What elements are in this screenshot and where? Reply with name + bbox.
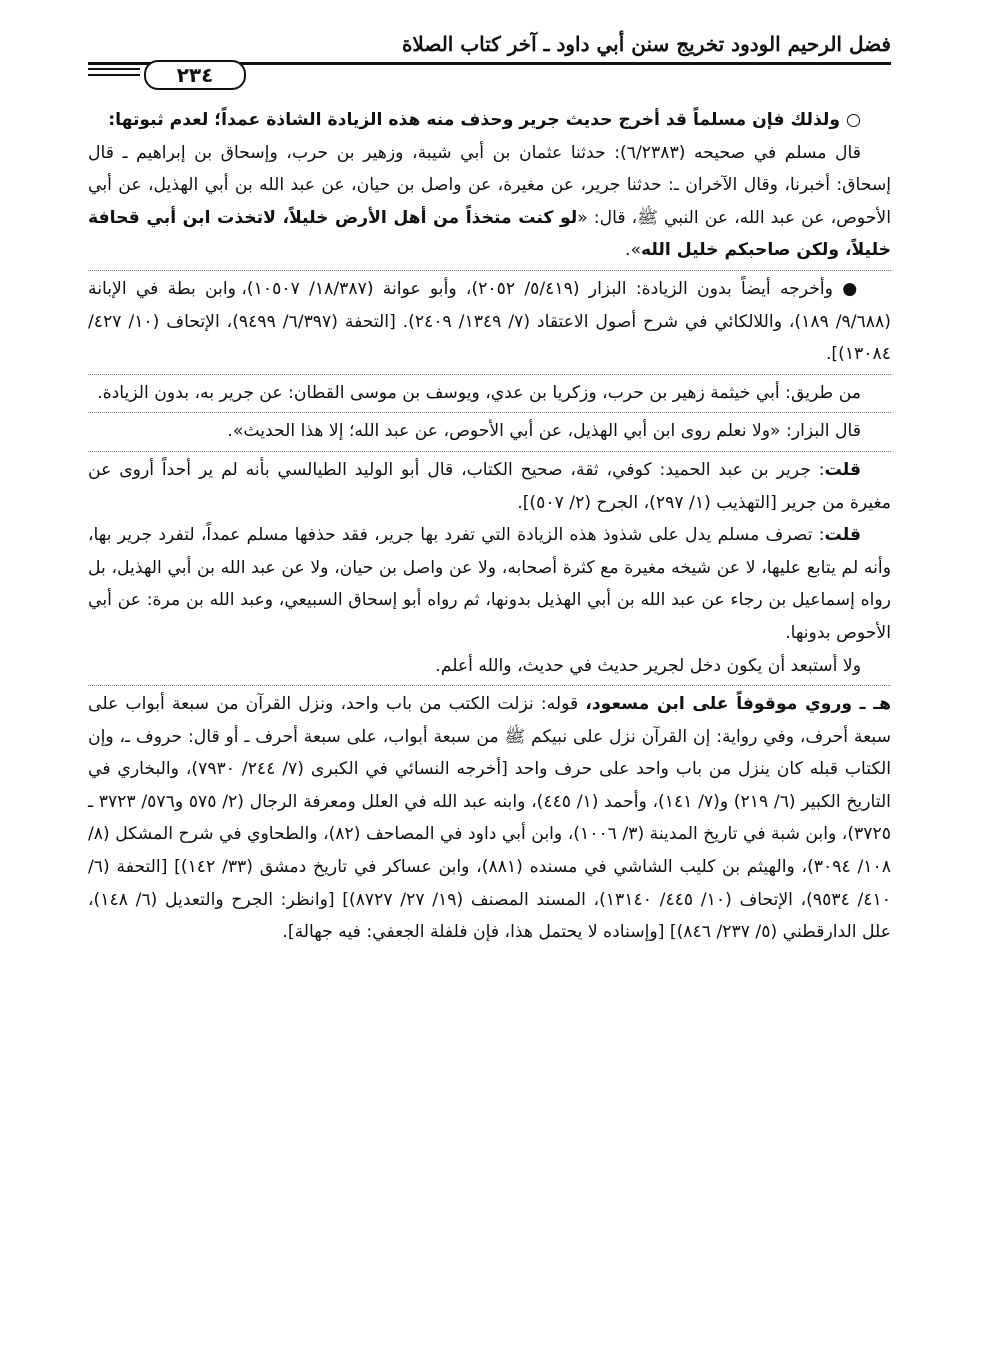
text-run: قوله: نزلت الكتب من باب واحد، ونزل القرآن من سبعة أبواب على سبعة أحرف، وفي رواية: إن القرآن نزل على نبيكم ﷺ من سبعة أبواب، على سبعة أحرف ـ أو قال: حروف ـ، وإن الكتاب قبله كان ينزل من باب واحد على حرف واحد [أخرجه النسائي في الكبرى (٧/ ٢٤٤/ ٧٩٣٠)، والبخاري في التاريخ الكبير (٦/ ٢١٩) و(٧/ ١٤١)، وأحمد (١/ ٤٤٥)، وابنه عبد الله في العلل ومعرفة الرجال (٢/ ٥٧٥ و٥٧٦/ ٣٧٢٣ ـ ٣٧٢٥)، وابن شبة في تاريخ المدينة (٣/ ١٠٠٦)، وابن أبي داود في المصاحف (٨٢)، والطحاوي في شرح المشكل (٨/ ١٠٨/ ٣٠٩٤)، والهيثم بن كليب الشاشي في مسنده (٨٨١)، وابن عساكر في تاريخ دمشق (٣٣/ ١٤٢)] [التحفة (٦/ ٤١٠/ ٩٥٣٤)، الإتحاف (١٠/ ٤٤٥/ ١٣١٤٠)، المسند المصنف (١٩/ ٢٧/ ٨٧٢٧)] [وانظر: الجرح والتعديل (٦/ ١٤٨)، علل الدارقطني (٥/ ٢٣٧/ ٨٤٦)] [وإسناده لا يحتمل هذا، فإن فلفلة الجعفي: فيه جهالة].	[88, 694, 891, 943]
paragraph	[88, 519, 891, 649]
text-run: ● وأخرجه أيضاً بدون الزيادة: البزار (٥/٤١٩/ ٢٠٥٢)، وأبو عوانة (١٨/٣٨٧/ ١٠٥٠٧)، وابن بطة في الإبانة (٩/٦٨٨/ ١٨٩)، واللالكائي في شرح أصول الاعتقاد (٧/ ١٣٤٩/ ٢٤٠٩). [التحفة (٦/٣٩٧/ ٩٤٩٩)، الإتحاف (١٠/ ٤٢٧/ ١٣٠٨٤)].	[88, 278, 891, 365]
bold-text-run: ○ ولذلك فإن مسلماً قد أخرج حديث جرير وحذف منه هذه الزيادة الشاذة عمداً؛ لعدم ثبوتها:	[108, 110, 861, 130]
text-run: قال البزار: «ولا نعلم روى ابن أبي الهذيل، عن أبي الأحوص، عن عبد الله؛ إلا هذا الحديث».	[227, 421, 861, 442]
text-run: ولا أستبعد أن يكون دخل لجرير حديث في حديث، والله أعلم.	[435, 655, 861, 676]
bold-text-run: قلت	[824, 525, 861, 546]
page-number: ٢٣٤	[144, 60, 246, 90]
bold-text-run: قلت	[824, 459, 861, 480]
paragraph	[88, 650, 891, 683]
paragraph	[88, 412, 891, 448]
running-header-title: فضل الرحيم الودود تخريج سنن أبي داود ـ آخر كتاب الصلاة	[401, 32, 891, 56]
page-body	[88, 104, 891, 949]
paragraph	[88, 374, 891, 410]
text-run: من طريق: أبي خيثمة زهير بن حرب، وزكريا بن عدي، ويوسف بن موسى القطان: عن جرير به، بدون الزيادة.	[97, 382, 861, 403]
text-run: ».	[624, 240, 641, 261]
text-run: : جرير بن عبد الحميد: كوفي، ثقة، صحيح الكتاب، قال أبو الوليد الطيالسي بأنه لم ير أحداً أروى عن مغيرة من جرير [التهذيب (١/ ٢٩٧)، الجرح (٢/ ٥٠٧)].	[88, 459, 891, 513]
paragraph	[88, 451, 891, 519]
paragraph	[88, 104, 891, 137]
text-run: قال مسلم في صحيحه (٦/٢٣٨٣): حدثنا عثمان بن أبي شيبة، وزهير بن حرب، وإسحاق بن إبراهيم ـ قال إسحاق: أخبرنا، وقال الآخران ـ: حدثنا جرير، عن مغيرة، عن واصل بن حيان، عن عبد الله بن أبي الهذيل، عن أبي الأحوص، عن عبد الله، عن النبي ﷺ، قال: «	[88, 142, 891, 228]
ornament-line	[88, 68, 140, 70]
paragraph	[88, 270, 891, 371]
bold-text-run: لو كنت متخذاً من أهل الأرض خليلاً، لاتخذت ابن أبي قحافة خليلاً، ولكن صاحبكم خليل الله	[88, 207, 891, 261]
paragraph	[88, 137, 891, 267]
page-number-ornament	[88, 58, 248, 90]
text-run: : تصرف مسلم يدل على شذوذ هذه الزيادة التي تفرد بها جرير، فقد حذفها مسلم عمداً، لتفرد جرير بها، وأنه لم يتابع عليها، لا عن شيخه مغيرة مع كثرة أصحابه، ولا عن واصل بن حيان، ولا عن عبد الله بن أبي الهذيل، بل رواه إسماعيل بن رجاء عن عبد الله بن أبي الهذيل بدونها، ثم رواه أبو إسحاق السبيعي، وعبد الله بن مرة: عن أبي الأحوص بدونها.	[88, 525, 891, 643]
running-header	[88, 30, 891, 60]
paragraph	[88, 685, 891, 949]
bold-text-run: هـ ـ وروي موقوفاً على ابن مسعود،	[585, 694, 891, 715]
ornament-line	[88, 74, 140, 76]
